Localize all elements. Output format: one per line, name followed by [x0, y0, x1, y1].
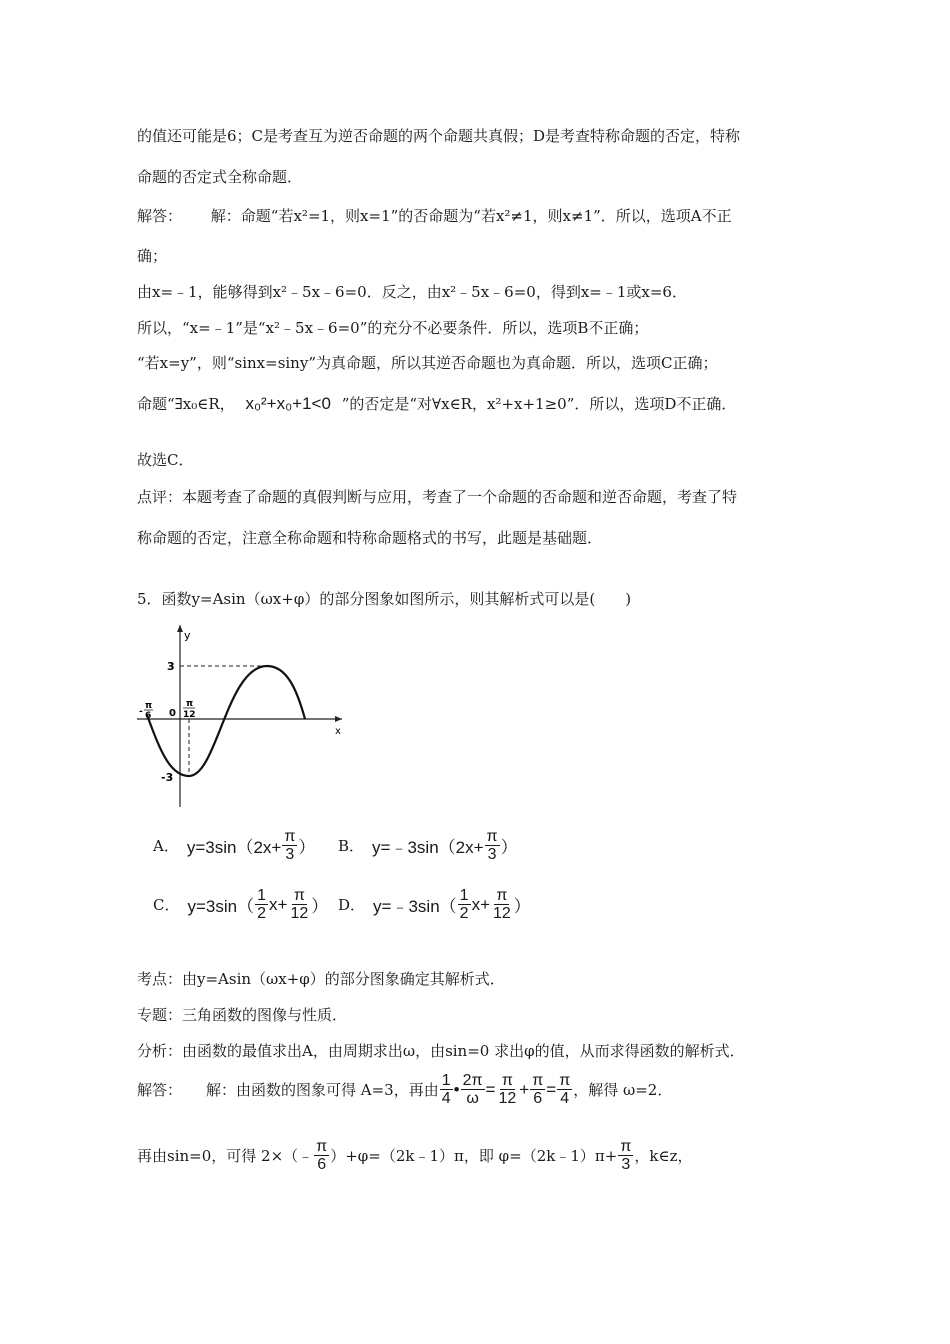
solution-label: 解答： [137, 207, 183, 225]
solution-line: 所以，“x=﹣1”是“x²﹣5x﹣6=0”的充分不必要条件．所以，选项B不正确； [137, 319, 649, 337]
fraction: $\frac{1}{4}$ [441, 1072, 451, 1107]
min-label: -3 [161, 771, 174, 784]
fenxi-line: 分析：由函数的最值求出A，由周期求出ω，由sin=0 求出φ的值，从而求得函数的解析式． [137, 1042, 745, 1060]
fraction: $\frac{\pi}{6}$ [316, 1138, 328, 1173]
fraction: $\frac{1}{2}$ [459, 887, 469, 922]
fraction: $\frac{\pi}{3}$ [284, 828, 296, 863]
y-axis-label: y [184, 629, 191, 642]
fraction: $\frac{\pi}{12}$ [493, 887, 511, 922]
option-formula-mid: x+ [471, 894, 490, 914]
fraction: $\frac{2\pi}{\omega}$ [462, 1072, 483, 1107]
option-formula: y=﹣3sin（2x+ [372, 838, 484, 857]
option-formula-mid: x+ [269, 894, 288, 914]
option-letter: C． [153, 896, 180, 914]
x-axis-arrow [335, 716, 342, 722]
option-c[interactable] [153, 887, 328, 922]
fraction: $\frac{1}{2}$ [257, 887, 267, 922]
max-label: 3 [167, 660, 175, 673]
option-formula-end: ） [311, 897, 329, 916]
option-letter: D． [338, 896, 366, 914]
right-tick-den: 12 [183, 710, 196, 720]
dot-operator: • [453, 1079, 460, 1099]
solution-line [137, 1072, 672, 1107]
equals-sign: = [546, 1079, 557, 1099]
paragraph-line: 命题的否定式全称命题． [137, 168, 303, 186]
option-b[interactable] [338, 828, 518, 863]
option-letter: B． [338, 837, 365, 855]
paragraph-line: 的值还可能是6；C是考查互为逆否命题的两个命题共真假；D是考查特称命题的否定，特称 [137, 127, 741, 145]
x-axis-label: x [335, 726, 341, 737]
solution-text: ）+φ=（2k﹣1）π，即 φ=（2k﹣1）π+ [330, 1147, 618, 1165]
solution-text: 再由sin=0，可得 2×（﹣ [137, 1147, 314, 1165]
solution-text: 解：命题“若x²=1，则x=1”的否命题为“若x²≠1，则x≠1”．所以，选项A不正 [210, 207, 732, 225]
sine-graph [137, 622, 347, 812]
right-tick-num: π [186, 699, 194, 709]
zhuanti-line: 专题：三角函数的图像与性质． [137, 1006, 348, 1024]
option-formula-end: ） [513, 897, 531, 916]
review-line: 称命题的否定，注意全称命题和特称命题格式的书写，此题是基础题． [137, 529, 603, 547]
kaodian-line: 考点：由y=Asin（ωx+φ）的部分图象确定其解析式． [137, 970, 505, 988]
fraction: $\frac{\pi}{3}$ [486, 828, 498, 863]
solution-line: “若x=y”，则“sinx=siny”为真命题，所以其逆否命题也为真命题．所以，选项C正确； [137, 354, 718, 372]
fraction: $\frac{\pi}{3}$ [620, 1138, 632, 1173]
review-line: 点评：本题考查了命题的真假判断与应用，考查了一个命题的否命题和逆否命题，考查了特 [137, 488, 738, 506]
solution-line: 确； [137, 247, 168, 265]
option-letter: A． [153, 837, 179, 855]
fraction: $\frac{\pi}{6}$ [532, 1072, 544, 1107]
fraction: $\frac{\pi}{12}$ [290, 887, 309, 922]
solution-line [137, 206, 732, 226]
solution-text: ”的否定是“对∀x∈R，x²+x+1≥0”．所以，选项D不正确． [341, 395, 737, 413]
plus-sign: + [519, 1079, 530, 1099]
option-a[interactable] [153, 828, 315, 863]
solution-text: 命题“∃x₀∈R， [137, 395, 235, 413]
solution-line: 由x=﹣1，能够得到x²﹣5x﹣6=0．反之，由x²﹣5x﹣6=0，得到x=﹣1或x=6． [137, 283, 687, 301]
fraction: $\frac{\pi}{4}$ [559, 1072, 571, 1107]
option-formula-end: ） [500, 838, 518, 857]
option-formula-end: ） [298, 838, 316, 857]
solution-text: 解：由函数的图象可得 A=3，再由 [206, 1081, 439, 1099]
option-formula: y=3sin（2x+ [186, 838, 282, 857]
solution-text: ，k∈z， [634, 1147, 693, 1165]
question-stem: 5．函数y=Asin（ωx+φ）的部分图象如图所示，则其解析式可以是( ) [137, 590, 632, 608]
y-axis-arrow [177, 625, 183, 632]
option-d[interactable] [338, 887, 531, 922]
solution-line [137, 1138, 692, 1173]
equals-sign: = [485, 1079, 496, 1099]
sine-curve [147, 666, 305, 776]
fraction: $\frac{\pi}{12}$ [498, 1072, 517, 1107]
solution-label: 解答： [137, 1081, 183, 1099]
left-tick-num: π [145, 701, 153, 711]
option-formula: y=﹣3sin（ [373, 897, 457, 916]
left-tick-sign: - [139, 707, 143, 717]
left-tick-den: 6 [145, 711, 152, 721]
solution-text: ，解得 ω=2． [573, 1081, 673, 1099]
inline-formula: x₀²+x₀+1<0 [245, 394, 331, 413]
solution-line [137, 394, 736, 414]
origin-label: 0 [169, 708, 176, 719]
option-formula: y=3sin（ [187, 897, 255, 916]
solution-line: 故选C． [137, 451, 194, 469]
